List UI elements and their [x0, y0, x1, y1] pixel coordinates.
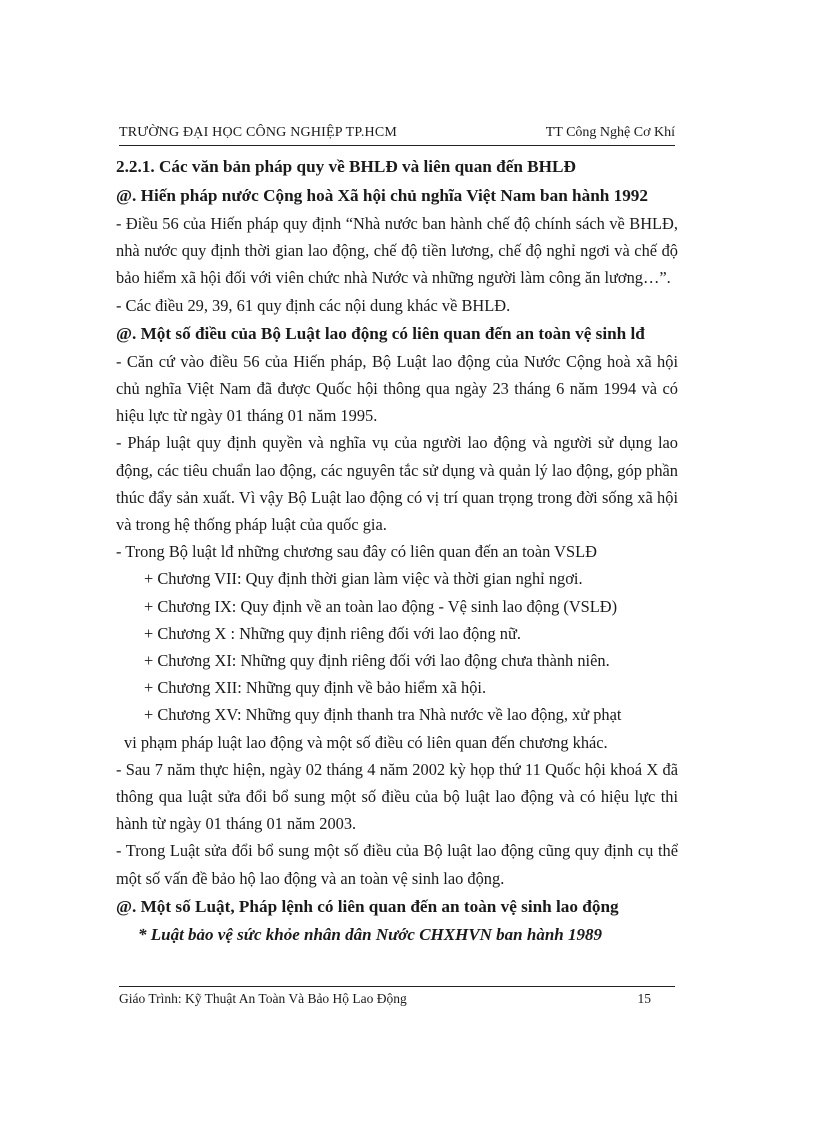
- chapter-item-continuation: vi phạm pháp luật lao động và một số điều có liên quan đến chương khác.: [124, 732, 608, 752]
- paragraph-labor-code-basis: - Căn cứ vào điều 56 của Hiến pháp, Bộ Luật lao động của Nước Cộng hoà xã hội chủ nghĩa Việt Nam đã được Quốc hội thông qua ngày 23 tháng 6 năm 1994 và có hiệu lực từ ngày 01 tháng 01 năm 1995.: [116, 351, 678, 426]
- paragraph-chapters-intro: - Trong Bộ luật lđ những chương sau đây có liên quan đến an toàn VSLĐ: [116, 542, 597, 562]
- subheading-health-law: * Luật bảo vệ sức khỏe nhân dân Nước CHXHVN ban hành 1989: [138, 924, 603, 944]
- paragraph-other-articles: - Các điều 29, 39, 61 quy định các nội dung khác về BHLĐ.: [116, 295, 511, 315]
- chapter-item: + Chương XI: Những quy định riêng đối với lao động chưa thành niên.: [144, 651, 610, 671]
- footer-book-title: Giáo Trình: Kỹ Thuật An Toàn Và Bảo Hộ Lao Động: [119, 991, 407, 1006]
- page-header: [119, 121, 675, 146]
- header-department: TT Công Nghệ Cơ Khí: [545, 125, 675, 140]
- paragraph-amendment-scope: - Trong Luật sửa đổi bổ sung một số điều của Bộ luật lao động cũng quy định cụ thể một số vấn đề bảo hộ lao động và an toàn vệ sinh lao động.: [116, 841, 678, 888]
- chapter-item: + Chương XV: Những quy định thanh tra Nhà nước về lao động, xử phạt: [144, 705, 622, 725]
- heading-labor-code: @. Một số điều của Bộ Luật lao động có liên quan đến an toàn vệ sinh lđ: [116, 323, 645, 343]
- chapter-item: + Chương XII: Những quy định về bảo hiểm xã hội.: [144, 678, 487, 698]
- paragraph-labor-code-role: - Pháp luật quy định quyền và nghĩa vụ của người lao động và người sử dụng lao động, các tiêu chuẩn lao động, các nguyên tắc sử dụng và quản lý lao động, góp phần thúc đẩy sản xuất. Vì vậy Bộ Luật lao động có vị trí quan trọng trong đời sống xã hội và trong hệ thống pháp luật của quốc gia.: [116, 433, 678, 535]
- paragraph-article-56: - Điều 56 của Hiến pháp quy định “Nhà nước ban hành chế độ chính sách về BHLĐ, nhà nước quy định thời gian lao động, chế độ tiền lương, chế độ nghỉ ngơi và chế độ bảo hiểm xã hội đối với viên chức nhà Nước và những người làm công ăn lương…”.: [116, 214, 678, 288]
- heading-related-laws: @. Một số Luật, Pháp lệnh có liên quan đến an toàn vệ sinh lao động: [116, 896, 619, 916]
- chapter-item: + Chương VII: Quy định thời gian làm việc và thời gian nghỉ ngơi.: [144, 569, 583, 589]
- chapter-item: + Chương X : Những quy định riêng đối với lao động nữ.: [144, 623, 521, 643]
- header-school-name: TRƯỜNG ĐẠI HỌC CÔNG NGHIỆP TP.HCM: [119, 125, 398, 140]
- page-footer: [119, 986, 675, 1009]
- page-body: [116, 152, 678, 948]
- paragraph-amendment-2002: - Sau 7 năm thực hiện, ngày 02 tháng 4 năm 2002 kỳ họp thứ 11 Quốc hội khoá X đã thông qua luật sửa đổi bổ sung một số điều của bộ luật lao động và có hiệu lực thi hành từ ngày 01 tháng 01 năm 2003.: [116, 759, 678, 834]
- section-title: 2.2.1. Các văn bản pháp quy về BHLĐ và liên quan đến BHLĐ: [116, 157, 576, 176]
- heading-constitution: @. Hiến pháp nước Cộng hoà Xã hội chủ nghĩa Việt Nam ban hành 1992: [116, 186, 648, 205]
- chapter-item: + Chương IX: Quy định về an toàn lao động - Vệ sinh lao động (VSLĐ): [144, 596, 618, 616]
- page-number: 15: [637, 991, 651, 1006]
